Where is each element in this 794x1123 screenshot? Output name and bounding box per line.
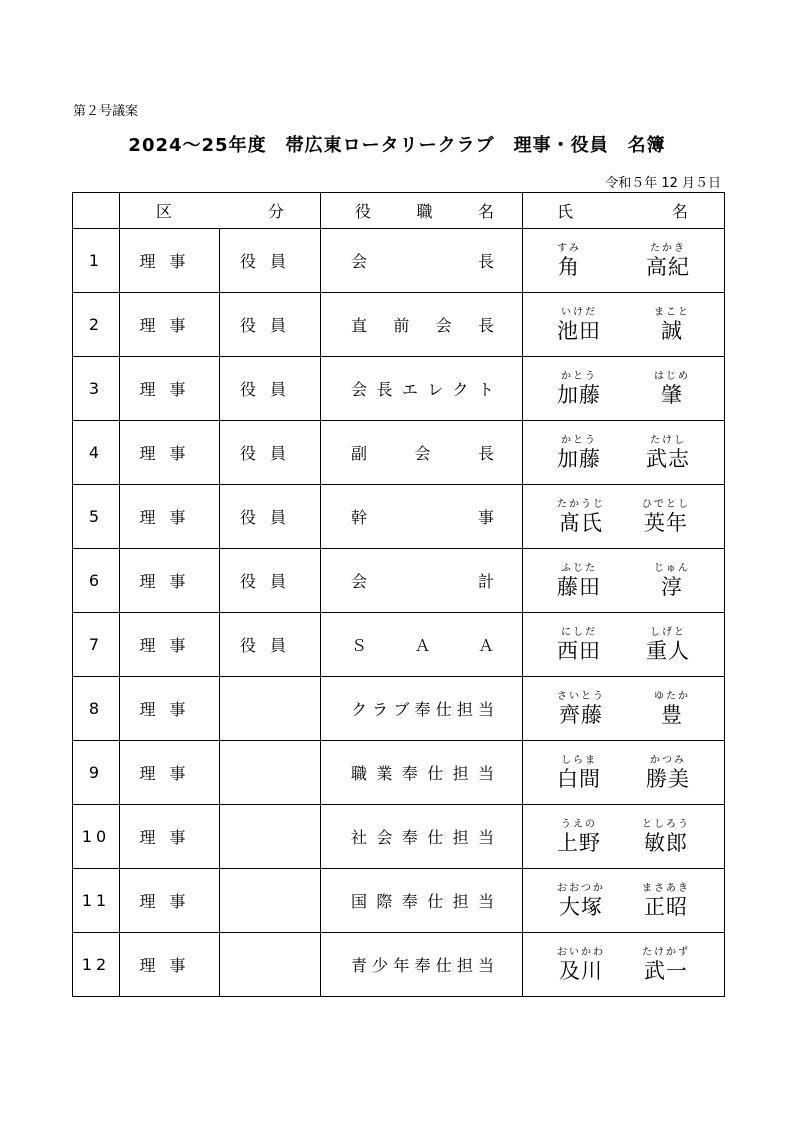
family-name-group [557, 819, 601, 855]
category-officer: 役員 [220, 293, 321, 357]
family-name: 藤田 [557, 574, 601, 599]
name-cell [523, 677, 725, 741]
given-name-group [646, 755, 690, 791]
post-cell [321, 485, 523, 549]
table-row [73, 613, 725, 677]
category-officer: 役員 [220, 421, 321, 485]
post-cell [321, 933, 523, 997]
name-cell [523, 229, 725, 293]
given-name: 高紀 [646, 254, 690, 279]
category-officer [220, 741, 321, 805]
category-director: 理事 [120, 357, 220, 421]
given-name-group [642, 947, 690, 983]
row-number: 4 [73, 421, 120, 485]
roster-body [73, 229, 725, 997]
given-name: 勝美 [646, 766, 690, 791]
name-cell [523, 805, 725, 869]
family-name: 髙氏 [559, 510, 603, 535]
category-officer: 役員 [220, 613, 321, 677]
roster-table [72, 192, 725, 997]
header-division [120, 193, 321, 229]
category-officer [220, 805, 321, 869]
family-name-group [557, 563, 601, 599]
category-officer [220, 677, 321, 741]
family-name-group [557, 883, 605, 919]
row-number: 6 [73, 549, 120, 613]
category-director: 理事 [120, 741, 220, 805]
family-name: 大塚 [558, 894, 603, 919]
header-division-char-1: 区 [156, 202, 173, 221]
table-row [73, 229, 725, 293]
given-name-ruby: としろう [642, 818, 690, 830]
row-number: 12 [73, 933, 120, 997]
category-officer: 役員 [220, 229, 321, 293]
given-name: 豊 [661, 702, 683, 727]
family-name: 西田 [557, 638, 601, 663]
post-cell [321, 549, 523, 613]
category-officer: 役員 [220, 357, 321, 421]
family-name: 角 [558, 254, 580, 279]
family-name: 加藤 [557, 446, 601, 471]
name-cell [523, 613, 725, 677]
category-director: 理事 [120, 485, 220, 549]
family-name: 白間 [557, 766, 601, 791]
family-name-group [557, 243, 581, 279]
given-name: 淳 [661, 574, 683, 599]
family-name-group [557, 691, 605, 727]
name-cell [523, 485, 725, 549]
header-post [321, 193, 523, 229]
family-name-group [557, 435, 601, 471]
family-name: 加藤 [557, 382, 601, 407]
table-row [73, 421, 725, 485]
family-name-ruby: かとう [561, 370, 597, 382]
post-title: クラブ奉仕担当 [351, 700, 494, 719]
table-header-row [73, 193, 725, 229]
post-cell [321, 421, 523, 485]
family-name-ruby: たかうじ [557, 498, 605, 510]
post-cell [321, 741, 523, 805]
table-row [73, 869, 725, 933]
post-title: 会 計 [351, 572, 494, 591]
family-name-ruby: かとう [561, 434, 597, 446]
header-post-char-1: 役 [355, 202, 372, 221]
family-name: 池田 [557, 318, 601, 343]
given-name-ruby: まこと [654, 306, 690, 318]
given-name-ruby: たけし [650, 434, 686, 446]
post-title: 青少年奉仕担当 [351, 956, 494, 975]
family-name: 齊藤 [559, 702, 603, 727]
given-name: 正昭 [644, 894, 688, 919]
header-name [523, 193, 725, 229]
family-name-ruby: さいとう [557, 690, 605, 702]
family-name-ruby: にしだ [561, 626, 597, 638]
family-name-ruby: ふじた [561, 562, 597, 574]
post-title: 会 長 [351, 252, 494, 271]
table-row [73, 933, 725, 997]
family-name: 及川 [559, 958, 603, 983]
family-name-group [557, 307, 601, 343]
category-director: 理事 [120, 677, 220, 741]
row-number: 3 [73, 357, 120, 421]
family-name-ruby: すみ [557, 242, 581, 254]
given-name-group [646, 243, 690, 279]
post-cell [321, 869, 523, 933]
given-name: 敏郎 [644, 830, 688, 855]
post-cell [321, 357, 523, 421]
given-name-ruby: たかき [650, 242, 686, 254]
post-title: 直前会長 [351, 316, 494, 335]
given-name-ruby: ひでとし [642, 498, 690, 510]
name-cell [523, 549, 725, 613]
row-number: 7 [73, 613, 120, 677]
family-name-group [557, 499, 605, 535]
post-cell [321, 677, 523, 741]
category-officer [220, 933, 321, 997]
row-number: 1 [73, 229, 120, 293]
name-cell [523, 741, 725, 805]
given-name-ruby: かつみ [650, 754, 686, 766]
given-name-ruby: しげと [650, 626, 686, 638]
post-title: 幹 事 [351, 508, 494, 527]
row-number: 9 [73, 741, 120, 805]
given-name-group [642, 499, 690, 535]
category-officer: 役員 [220, 549, 321, 613]
table-row [73, 485, 725, 549]
post-title: 社会奉仕担当 [351, 828, 494, 847]
document-date: 令和５年 12 月５日 [605, 176, 721, 191]
header-post-char-3: 名 [477, 202, 494, 221]
given-name: 英年 [644, 510, 688, 535]
family-name-ruby: しらま [561, 754, 597, 766]
family-name-group [557, 627, 601, 663]
category-director: 理事 [120, 613, 220, 677]
row-number: 2 [73, 293, 120, 357]
given-name-group [654, 691, 690, 727]
post-cell [321, 805, 523, 869]
table-row [73, 293, 725, 357]
table-row [73, 677, 725, 741]
table-row [73, 805, 725, 869]
category-director: 理事 [120, 549, 220, 613]
family-name-ruby: いけだ [561, 306, 597, 318]
table-row [73, 549, 725, 613]
given-name-ruby: たけかず [642, 946, 690, 958]
family-name-ruby: うえの [561, 818, 597, 830]
name-cell [523, 421, 725, 485]
given-name-group [642, 819, 690, 855]
table-row [73, 357, 725, 421]
header-division-char-2: 分 [267, 202, 284, 221]
given-name-ruby: ゆたか [654, 690, 690, 702]
given-name-group [642, 883, 690, 919]
category-officer: 役員 [220, 485, 321, 549]
category-director: 理事 [120, 293, 220, 357]
given-name: 誠 [661, 318, 683, 343]
post-title: ＳＡＡ [351, 636, 494, 655]
given-name-ruby: じゅん [654, 562, 690, 574]
header-post-char-2: 職 [416, 202, 433, 221]
post-title: 副会長 [351, 444, 494, 463]
given-name: 武一 [644, 958, 688, 983]
given-name-group [646, 435, 690, 471]
post-title: 職業奉仕担当 [351, 764, 494, 783]
category-director: 理事 [120, 229, 220, 293]
post-cell [321, 229, 523, 293]
post-title: 会長エレクト [351, 380, 494, 399]
proposal-number: 第２号議案 [73, 104, 139, 119]
category-director: 理事 [120, 869, 220, 933]
family-name-ruby: おおつか [557, 882, 605, 894]
given-name: 重人 [646, 638, 690, 663]
given-name-group [654, 307, 690, 343]
header-number [73, 193, 120, 229]
family-name: 上野 [557, 830, 601, 855]
post-cell [321, 293, 523, 357]
category-director: 理事 [120, 421, 220, 485]
row-number: 5 [73, 485, 120, 549]
name-cell [523, 357, 725, 421]
given-name: 肇 [661, 382, 683, 407]
row-number: 8 [73, 677, 120, 741]
header-name-char-1: 氏 [557, 202, 574, 221]
page-title: 2024～25年度 帯広東ロータリークラブ 理事・役員 名簿 [128, 135, 666, 156]
table-row [73, 741, 725, 805]
given-name: 武志 [646, 446, 690, 471]
post-cell [321, 613, 523, 677]
given-name-group [654, 371, 690, 407]
name-cell [523, 933, 725, 997]
name-cell [523, 293, 725, 357]
post-title: 国際奉仕担当 [351, 892, 494, 911]
family-name-group [557, 947, 605, 983]
given-name-group [654, 563, 690, 599]
given-name-ruby: はじめ [654, 370, 690, 382]
given-name-ruby: まさあき [642, 882, 690, 894]
row-number: 11 [73, 869, 120, 933]
family-name-ruby: おいかわ [557, 946, 605, 958]
header-name-char-2: 名 [671, 202, 688, 221]
name-cell [523, 869, 725, 933]
family-name-group [557, 755, 601, 791]
family-name-group [557, 371, 601, 407]
category-director: 理事 [120, 805, 220, 869]
row-number: 10 [73, 805, 120, 869]
category-officer [220, 869, 321, 933]
category-director: 理事 [120, 933, 220, 997]
given-name-group [646, 627, 690, 663]
